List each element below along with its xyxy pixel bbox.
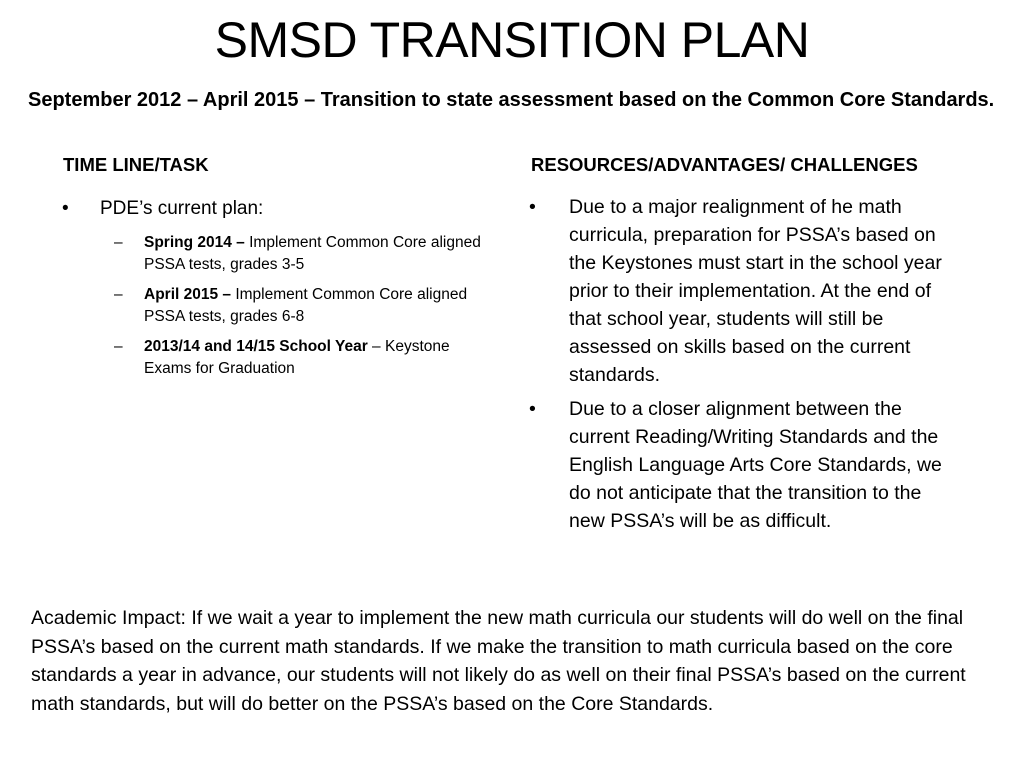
timeline-subitem <box>114 284 482 328</box>
resources-bullet-item <box>529 193 959 389</box>
resources-bullet-item <box>529 395 959 535</box>
timeline-subitem-detail: – Keystone Exams for Graduation <box>144 338 450 377</box>
dash-marker: – <box>114 286 123 303</box>
timeline-subitem-date: 2013/14 and 14/15 School Year <box>144 338 368 355</box>
bullet-marker: • <box>529 398 536 420</box>
timeline-subitem-text <box>144 232 482 276</box>
slide-subtitle: September 2012 – April 2015 – Transition to state assessment based on the Common Core Standards. <box>28 89 995 111</box>
resources-heading: RESOURCES/ADVANTAGES/ CHALLENGES <box>531 154 918 175</box>
timeline-subitem-date: Spring 2014 – <box>144 234 245 251</box>
timeline-bullet-item <box>62 196 482 222</box>
dash-marker: – <box>114 234 123 251</box>
timeline-subitem-detail: Implement Common Core aligned PSSA tests, grades 3-5 <box>144 234 481 273</box>
bullet-marker: • <box>529 196 536 218</box>
resources-item-text: Due to a closer alignment between the current Reading/Writing Standards and the English Language Arts Core Standards, we do not anticipate that the transition to the new PSSA’s will be as difficult. <box>569 398 942 532</box>
timeline-subitem-detail: Implement Common Core aligned PSSA tests, grades 6-8 <box>144 286 468 325</box>
dash-marker: – <box>114 338 123 355</box>
slide-title: SMSD TRANSITION PLAN <box>214 12 810 68</box>
resources-column <box>529 193 959 541</box>
timeline-item-text: PDE’s current plan: <box>100 198 264 219</box>
timeline-subitem <box>114 232 482 276</box>
timeline-subitem-date: April 2015 – <box>144 286 232 303</box>
timeline-subitem-text <box>144 284 482 328</box>
resources-item-text: Due to a major realignment of he math curricula, preparation for PSSA’s based on the Keystones must start in the school year prior to their implementation. At the end of that school year, students will still be assessed on skills based on the current standards. <box>569 196 942 386</box>
timeline-heading: TIME LINE/TASK <box>63 154 209 175</box>
timeline-column <box>62 196 482 388</box>
bullet-marker: • <box>62 198 69 219</box>
timeline-subitem-text <box>144 336 482 380</box>
academic-impact-paragraph: Academic Impact: If we wait a year to implement the new math curricula our students will do well on the final PSSA’s based on the current math standards. If we make the transition to math curricula based on the core standards a year in advance, our students will not likely do as well on their final PSSA’s based on the current math standards, but will do better on the PSSA’s based on the Core Standards. <box>31 607 966 715</box>
timeline-subitem <box>114 336 482 380</box>
